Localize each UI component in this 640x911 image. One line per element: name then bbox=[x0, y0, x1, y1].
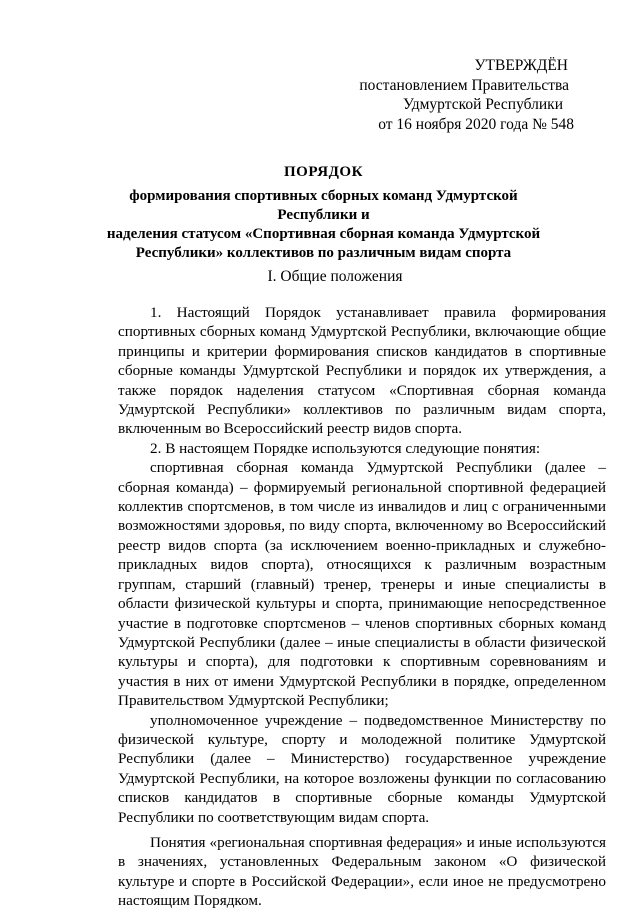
approval-line-1: постановлением Правительства bbox=[359, 76, 569, 94]
approval-stamp: УТВЕРЖДЁН bbox=[474, 57, 568, 74]
paragraph-2: 2. В настоящем Порядке используются следующие понятия: bbox=[150, 439, 541, 457]
document-body bbox=[118, 303, 606, 911]
approval-block bbox=[0, 56, 574, 134]
title-line-2: наделения статусом «Спортивная сборная команда Удмуртской bbox=[106, 226, 541, 242]
paragraph-3: спортивная сборная команда Удмуртской Республики (далее – сборная команда) – формируемый региональной спортивной федерацией коллектив спортсменов, в том числе из инвалидов и лиц с ограниченными возможностями здоровья, по виду спорта, включенному во Всероссийский реестр видов спорта (за исключением военно-прикладных и служебно-прикладных видов спорта), относящихся к различным возрастным группам, старший (главный) тренер, тренеры и иные специалисты в области физической культуры и спорта, принимающие непосредственное участие в подготовке спортсменов – членов спортивных сборных команд Удмуртской Республики (далее – иные специалисты в области физической культуры и спорта), для подготовки к спортивным соревнованиям и участия в них от имени Удмуртской Республики в порядке, определенном Правительством Удмуртской Республики; bbox=[118, 459, 606, 710]
title-line-3: Республики» коллективов по различным видам спорта bbox=[135, 245, 512, 261]
paragraph-1: 1. Настоящий Порядок устанавливает правила формирования спортивных сборных команд Удмуртской Республики, включающие общие принципы и критерии формирования списков кандидатов в спортивные сборные команды Удмуртской Республики и порядок их утверждения, а также порядок наделения статусом «Спортивная сборная команда Удмуртской Республики» коллективов по различным видам спорта, включенным во Всероссийский реестр видов спорта. bbox=[118, 304, 606, 438]
approval-line-2: Удмуртской Республики bbox=[402, 96, 563, 113]
section-heading: I. Общие положения bbox=[267, 268, 403, 285]
title-heading: ПОРЯДОК bbox=[284, 164, 363, 180]
paragraph-5: Понятия «региональная спортивная федерация» и иные используются в значениях, установленных Федеральным законом «О физической культуре и спорте в Российской Федерации», если иное не предусмотрено настоящим Порядком. bbox=[118, 833, 606, 910]
approval-line-3: от 16 ноября 2020 года № 548 bbox=[378, 115, 574, 133]
title-line-1: формирования спортивных сборных команд Удмуртской Республики и bbox=[129, 188, 518, 223]
document-title bbox=[100, 163, 547, 263]
paragraph-4: уполномоченное учреждение – подведомственное Министерству по физической культуре, спорту и молодежной политике Удмуртской Республики (далее – Министерство) государственное учреждение Удмуртской Республики, на которое возложены функции по согласованию списков кандидатов в спортивные сборные команды Удмуртской Республики по соответствующим видам спорта. bbox=[118, 711, 606, 826]
